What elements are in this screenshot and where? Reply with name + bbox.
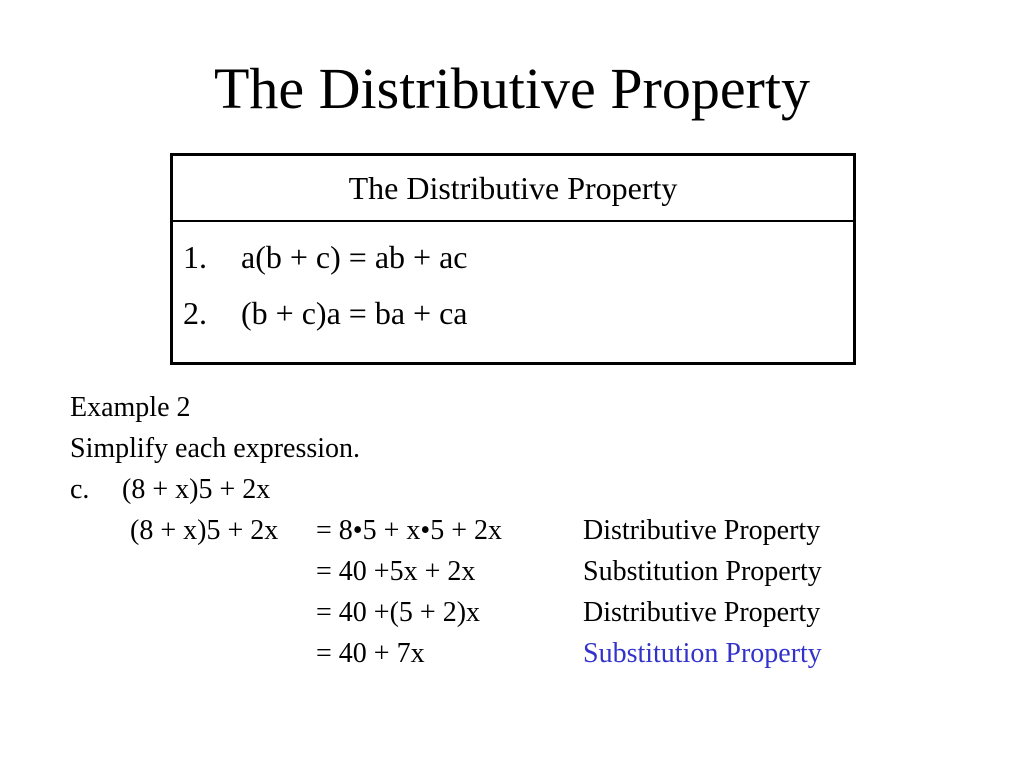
- property-table-header: The Distributive Property: [173, 156, 853, 222]
- step-rhs: = 8•5 + x•5 + 2x: [316, 515, 502, 546]
- part-label: c.: [70, 474, 90, 505]
- step-reason: Distributive Property: [583, 597, 821, 628]
- property-expression: a(b + c) = ab + ac: [241, 239, 468, 275]
- step-rhs: = 40 +5x + 2x: [316, 556, 476, 587]
- step-rhs: = 40 + 7x: [316, 638, 425, 669]
- step-lhs: (8 + x)5 + 2x: [130, 515, 279, 546]
- example-heading: Example 2: [70, 392, 191, 423]
- step-reason: Substitution Property: [583, 556, 822, 587]
- step-reason: Distributive Property: [583, 515, 821, 546]
- part-expression: (8 + x)5 + 2x: [122, 474, 271, 505]
- property-number: 2.: [183, 295, 207, 331]
- property-number: 1.: [183, 239, 207, 275]
- step-rhs: = 40 +(5 + 2)x: [316, 597, 481, 628]
- step-reason-highlighted: Substitution Property: [583, 638, 822, 669]
- example-instruction: Simplify each expression.: [70, 433, 361, 464]
- property-expression: (b + c)a = ba + ca: [241, 295, 468, 331]
- slide-title: The Distributive Property: [213, 56, 810, 121]
